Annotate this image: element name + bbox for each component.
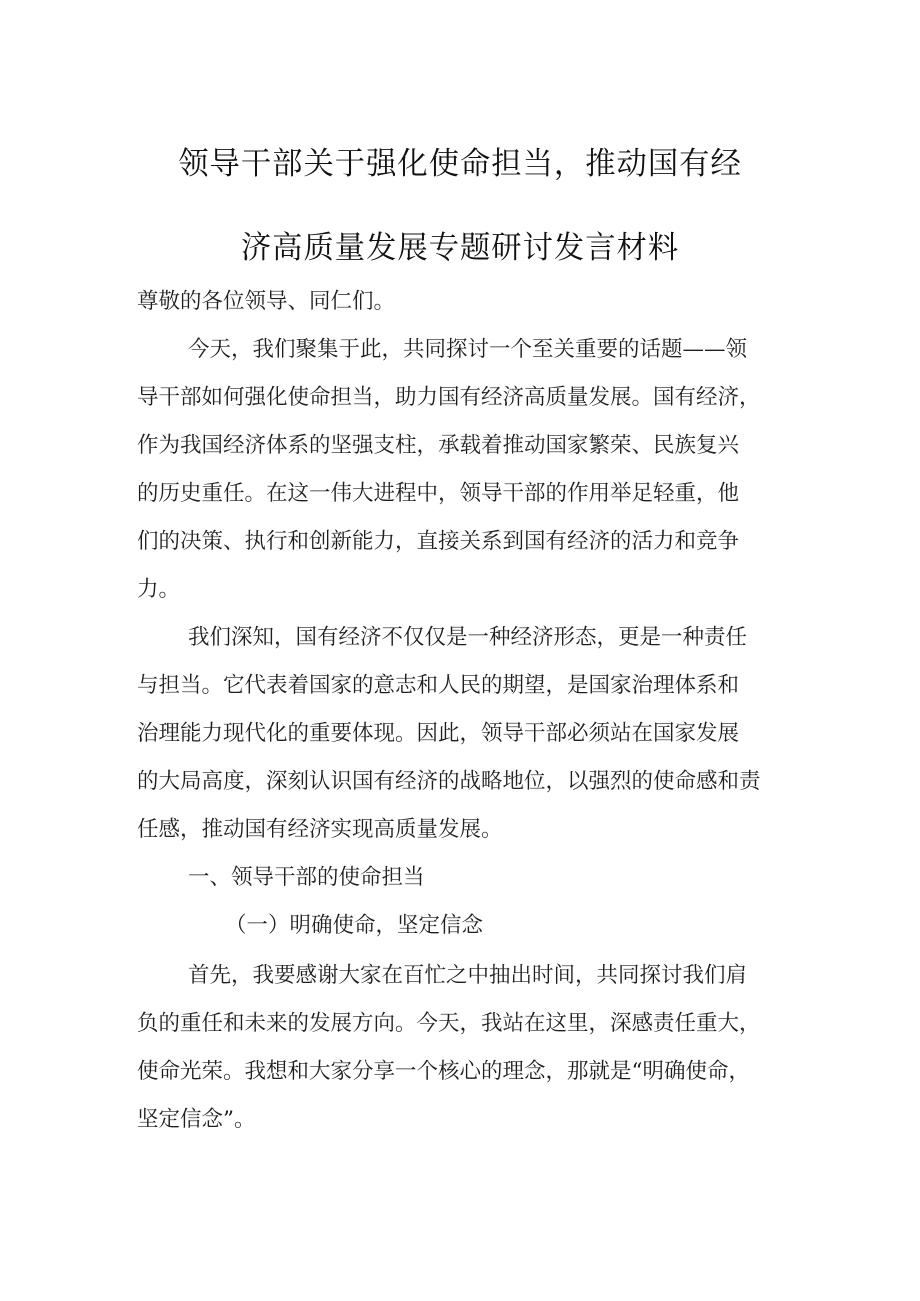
paragraph-2-line: 的大局高度，深刻认识国有经济的战略地位，以强烈的使命感和责 <box>137 769 761 794</box>
paragraph-3-line: 坚定信念”。 <box>137 1107 256 1132</box>
paragraph-2-line: 治理能力现代化的重要体现。因此，领导干部必须站在国家发展 <box>137 721 740 746</box>
section-heading-1-1: （一）明确使命，坚定信念 <box>225 913 484 938</box>
paragraph-2-line: 我们深知，国有经济不仅仅是一种经济形态，更是一种责任 <box>188 625 748 650</box>
document-title-line-1: 领导干部关于强化使命担当，推动国有经 <box>178 146 742 182</box>
paragraph-1-line: 的历史重任。在这一伟大进程中，领导干部的作用举足轻重，他 <box>137 481 740 506</box>
paragraph-1-line: 力。 <box>137 577 181 602</box>
paragraph-1-line: 导干部如何强化使命担当，助力国有经济高质量发展。国有经济， <box>137 385 761 410</box>
paragraph-3-line: 首先，我要感谢大家在百忙之中抽出时间，共同探讨我们肩 <box>188 963 748 988</box>
paragraph-2-line: 与担当。它代表着国家的意志和人民的期望，是国家治理体系和 <box>137 673 740 698</box>
paragraph-3-line: 使命光荣。我想和大家分享一个核心的理念，那就是“明确使命， <box>137 1059 750 1084</box>
salutation: 尊敬的各位领导、同仁们。 <box>137 289 396 314</box>
paragraph-1-line: 今天，我们聚集于此，共同探讨一个至关重要的话题——领 <box>188 337 748 362</box>
section-heading-1: 一、领导干部的使命担当 <box>188 865 425 890</box>
document-title-line-2: 济高质量发展专题研讨发言材料 <box>240 230 680 266</box>
paragraph-3-line: 负的重任和未来的发展方向。今天，我站在这里，深感责任重大， <box>137 1011 761 1036</box>
paragraph-2-line: 任感，推动国有经济实现高质量发展。 <box>137 817 503 842</box>
paragraph-1-line: 作为我国经济体系的坚强支柱，承载着推动国家繁荣、民族复兴 <box>137 433 740 458</box>
paragraph-1-line: 们的决策、执行和创新能力，直接关系到国有经济的活力和竞争 <box>137 529 740 554</box>
